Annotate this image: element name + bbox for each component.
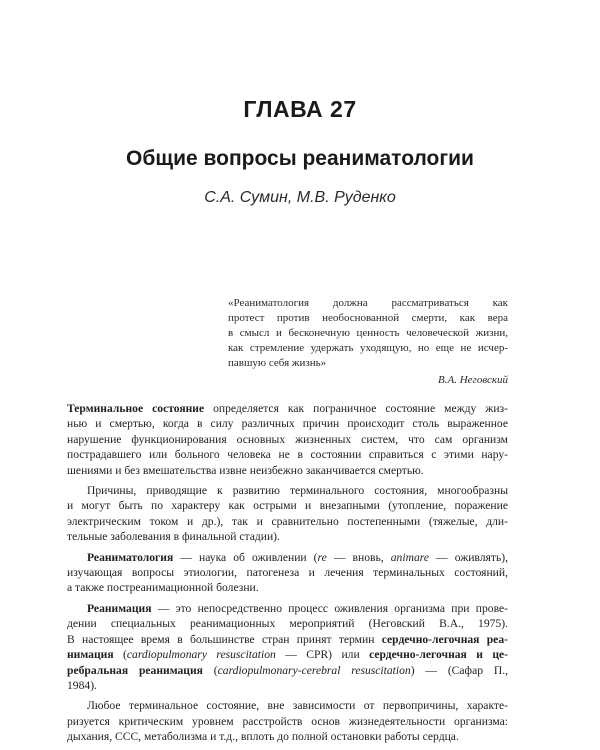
text-line: и могут быть по характеру как острыми и внезапными (утопление, поражение <box>67 499 508 513</box>
text-line: а также постреанимационной болезни. <box>67 581 259 595</box>
epigraph <box>228 296 508 388</box>
text-line: изучающая вопросы этиологии, патогенеза и лечения терминальных состояний, <box>67 566 508 580</box>
term-cpr: сердечно-легочная реа- <box>381 632 508 646</box>
text-line: Любое терминальное состояние, вне зависимости от первопричины, характе- <box>87 699 508 713</box>
text-line: нимация (cardiopulmonary resuscitation — CPR) или сердечно-легочная и це- <box>67 648 509 662</box>
paragraph-causes <box>67 483 508 545</box>
epigraph-author: В.А. Неговский <box>438 374 508 386</box>
text-line: электрическим током и др.), так и сравнительно постепенными (тяжелые, дли- <box>67 514 508 528</box>
term-reanimatology: Реаниматология <box>87 550 174 564</box>
paragraph-reanimation <box>67 601 508 693</box>
text-line: тельные заболевания в финальной стадии). <box>67 530 280 544</box>
text-line: пострадавшего или больного человека не в состоянии справиться с этими нару- <box>67 448 508 462</box>
text-line: Реаниматология — наука об оживлении (re — вновь, animare — оживлять), <box>87 550 508 564</box>
chapter-title: Общие вопросы реаниматологии <box>126 147 474 170</box>
epigraph-line: «Реаниматология должна рассматриваться как <box>228 297 508 309</box>
chapter-label: ГЛАВА 27 <box>243 96 357 122</box>
epigraph-line: как стремление удержать уходящую, но еще не исчер- <box>228 342 508 354</box>
text-line: дыхания, ССС, метаболизма и т.д., вплоть до полной остановки работы сердца. <box>67 730 459 744</box>
text-line: Реанимация — это непосредственно процесс оживления организма при прове- <box>87 601 508 615</box>
text-line: нью и смертью, когда в силу различных причин происходит столь выраженное <box>67 417 508 431</box>
term-terminal-state: Терминальное состояние <box>67 402 205 415</box>
text-line: 1984). <box>67 678 97 692</box>
text-line: ризуется критическим уровнем расстройств основ жизнедеятельности организма: <box>67 714 508 728</box>
term-cpcr: сердечно-легочная и це- <box>369 648 509 662</box>
text-line: Терминальное состояние определяется как пограничное состояние между жиз- <box>67 402 508 415</box>
text-line: Причины, приводящие к развитию терминального состояния, многообразны <box>87 484 508 498</box>
term-reanimation: Реанимация <box>87 601 152 615</box>
text-line: дении специальных реанимационных мероприятий (Неговский В.А., 1975). <box>67 617 508 631</box>
chapter-authors: С.А. Сумин, М.В. Руденко <box>204 189 396 206</box>
paragraph-any-terminal-state <box>67 698 508 744</box>
epigraph-line: павшую себя жизнь» <box>228 357 327 369</box>
epigraph-line: протест против необоснованной смерти, как вера <box>228 312 508 324</box>
text-line: В настоящее время в большинстве стран принят термин сердечно-легочная реа- <box>67 632 508 646</box>
text-line: шениями и без вмешательства извне неизбежно заканчивается смертью. <box>67 463 424 477</box>
paragraph-terminal-state <box>67 401 508 478</box>
text-line: нарушение функционирования основных жизненных систем, что сам организм <box>67 432 508 446</box>
body-text <box>67 401 508 750</box>
paragraph-reanimatology <box>67 550 508 596</box>
epigraph-line: в смысл и бесконечную ценность человеческой жизни, <box>228 327 508 339</box>
text-line: ребральная реанимация (cardiopulmonary-cerebral resuscitation) — (Сафар П., <box>67 663 508 677</box>
